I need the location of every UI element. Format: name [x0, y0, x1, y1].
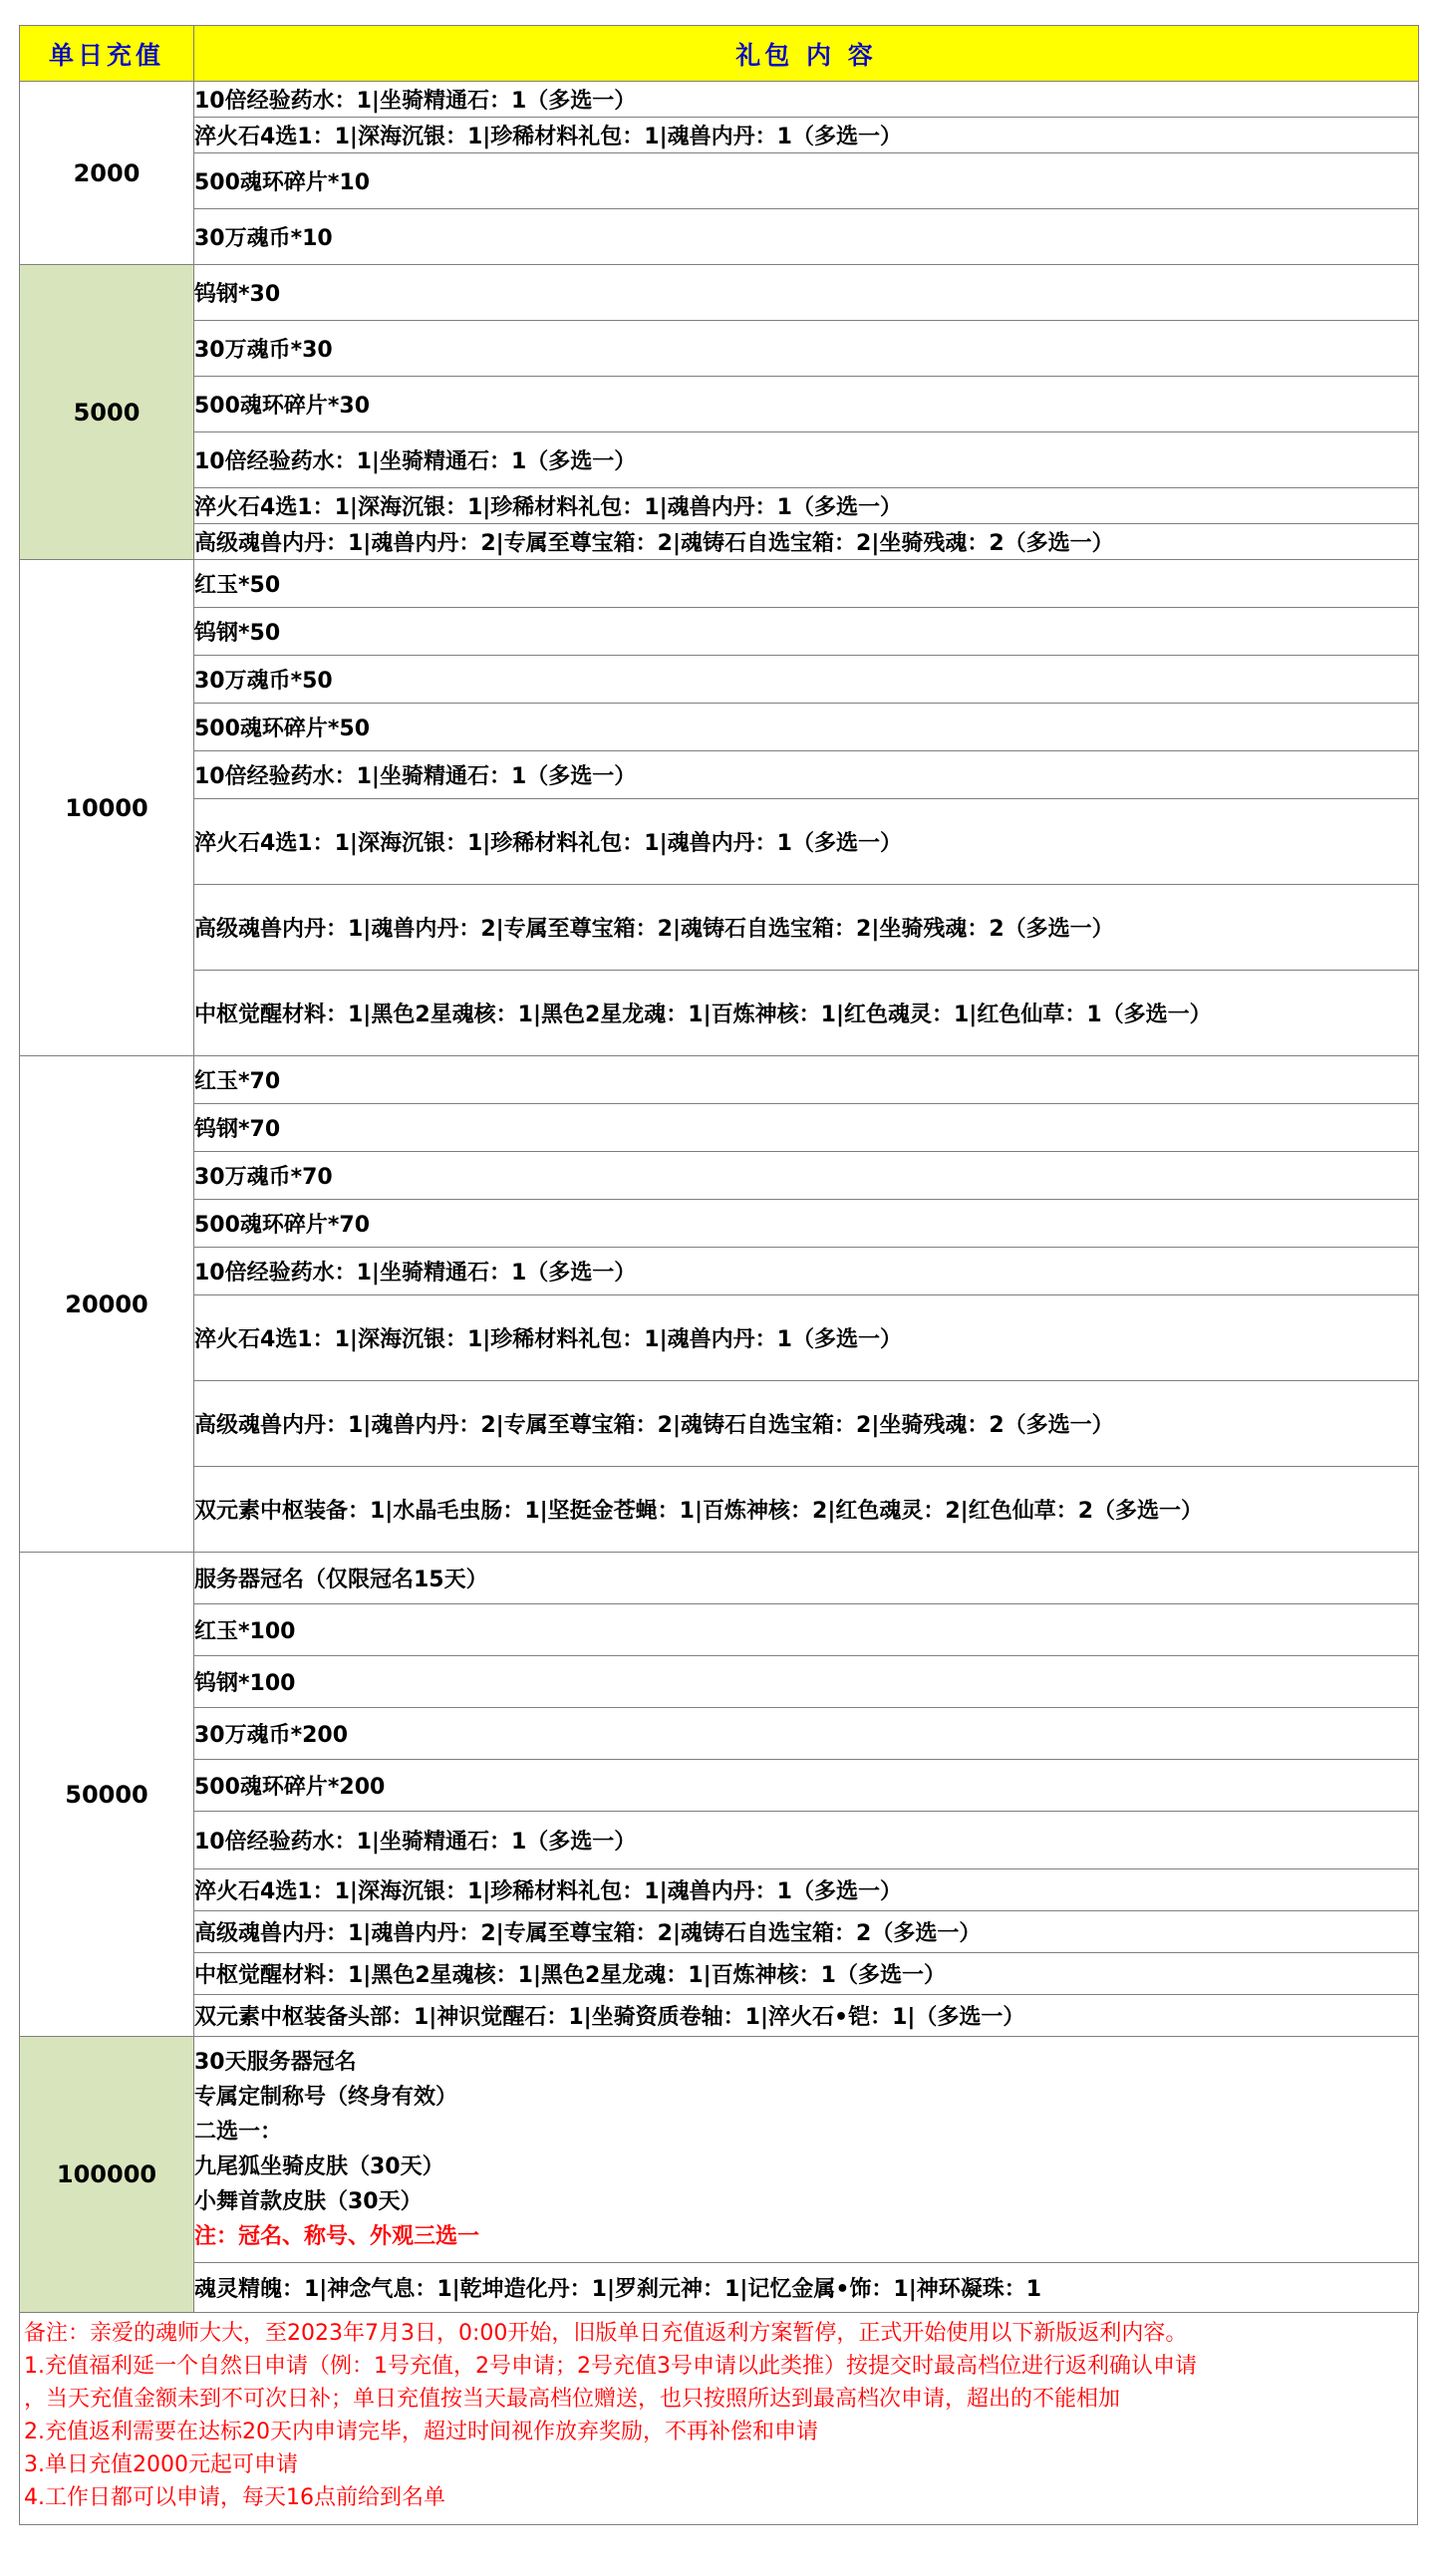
- table-row: [20, 1467, 1419, 1553]
- reward-item: 双元素中枢装备头部：1|神识觉醒石：1|坐骑资质卷轴：1|淬火石•铠：1|（多选一）: [194, 1995, 1419, 2037]
- tier-amount: 5000: [20, 265, 194, 560]
- table-row: [20, 377, 1419, 432]
- note-line: 3.单日充值2000元起可申请: [24, 2452, 298, 2477]
- table-row: [20, 1381, 1419, 1467]
- tier-amount: 2000: [20, 82, 194, 265]
- reward-item: 钨钢*50: [194, 608, 1419, 656]
- table-row: [20, 1812, 1419, 1869]
- block-line: 30天服务器冠名: [194, 2050, 357, 2075]
- reward-item: 500魂环碎片*70: [194, 1200, 1419, 1248]
- reward-item: 30万魂币*30: [194, 321, 1419, 377]
- tier-amount: 20000: [20, 1056, 194, 1553]
- reward-item: 中枢觉醒材料：1|黑色2星魂核：1|黑色2星龙魂：1|百炼神核：1（多选一）: [194, 1953, 1419, 1995]
- table-header-row: [20, 26, 1419, 82]
- block-line: 小舞首款皮肤（30天）: [194, 2189, 423, 2214]
- table-row: [20, 321, 1419, 377]
- note-line: 1.充值福利延一个自然日申请（例：1号充值，2号申请；2号充值3号申请以此类推）按提交时最高档位进行返利确认申请: [24, 2354, 1197, 2379]
- table-row: [20, 971, 1419, 1056]
- table-row: [20, 82, 1419, 118]
- table-row: [20, 524, 1419, 560]
- reward-item: 淬火石4选1：1|深海沉银：1|珍稀材料礼包：1|魂兽内丹：1（多选一）: [194, 488, 1419, 524]
- table-row: [20, 1869, 1419, 1911]
- reward-item: 10倍经验药水：1|坐骑精通石：1（多选一）: [194, 1812, 1419, 1869]
- tier-special-block: [194, 2037, 1419, 2263]
- table-row: [20, 608, 1419, 656]
- note-line: ，当天充值金额未到不可次日补；单日充值按当天最高档位赠送，也只按照所达到最高档次申请，超出的不能相加: [24, 2387, 1121, 2412]
- reward-item: 红玉*100: [194, 1604, 1419, 1656]
- table-row: [20, 704, 1419, 751]
- reward-item: 淬火石4选1：1|深海沉银：1|珍稀材料礼包：1|魂兽内丹：1（多选一）: [194, 1869, 1419, 1911]
- table-row: [20, 2263, 1419, 2313]
- content-column-header: 礼包 内 容: [194, 26, 1419, 82]
- reward-item: 淬火石4选1：1|深海沉银：1|珍稀材料礼包：1|魂兽内丹：1（多选一）: [194, 1295, 1419, 1381]
- table-row: [20, 1604, 1419, 1656]
- table-row: [20, 118, 1419, 153]
- reward-item: 10倍经验药水：1|坐骑精通石：1（多选一）: [194, 432, 1419, 488]
- reward-item: 30万魂币*200: [194, 1708, 1419, 1760]
- reward-item: 中枢觉醒材料：1|黑色2星魂核：1|黑色2星龙魂：1|百炼神核：1|红色魂灵：1|红色仙草：1（多选一）: [194, 971, 1419, 1056]
- table-row: [20, 1152, 1419, 1200]
- table-row: [20, 1295, 1419, 1381]
- rebate-document: [19, 25, 1418, 2525]
- reward-item: 30万魂币*70: [194, 1152, 1419, 1200]
- reward-item: 红玉*70: [194, 1056, 1419, 1104]
- reward-item: 高级魂兽内丹：1|魂兽内丹：2|专属至尊宝箱：2|魂铸石自选宝箱：2|坐骑残魂：2（多选一）: [194, 524, 1419, 560]
- table-row: [20, 1708, 1419, 1760]
- table-row: [20, 209, 1419, 265]
- reward-item: 红玉*50: [194, 560, 1419, 608]
- note-line: 4.工作日都可以申请，每天16点前给到名单: [24, 2485, 445, 2510]
- table-row: [20, 2037, 1419, 2263]
- block-line: 二选一：: [194, 2120, 283, 2145]
- tier-amount: 10000: [20, 560, 194, 1056]
- table-row: [20, 432, 1419, 488]
- table-row: [20, 1953, 1419, 1995]
- reward-item: 钨钢*100: [194, 1656, 1419, 1708]
- reward-item: 服务器冠名（仅限冠名15天）: [194, 1553, 1419, 1604]
- table-row: [20, 153, 1419, 209]
- table-row: [20, 751, 1419, 799]
- reward-item: 淬火石4选1：1|深海沉银：1|珍稀材料礼包：1|魂兽内丹：1（多选一）: [194, 118, 1419, 153]
- table-body: [20, 82, 1419, 2313]
- reward-item: 10倍经验药水：1|坐骑精通石：1（多选一）: [194, 751, 1419, 799]
- table-row: [20, 560, 1419, 608]
- block-note: 注：冠名、称号、外观三选一: [194, 2224, 480, 2249]
- table-row: [20, 265, 1419, 321]
- reward-item: 10倍经验药水：1|坐骑精通石：1（多选一）: [194, 1248, 1419, 1295]
- reward-item: 淬火石4选1：1|深海沉银：1|珍稀材料礼包：1|魂兽内丹：1（多选一）: [194, 799, 1419, 885]
- table-row: [20, 1553, 1419, 1604]
- table-row: [20, 799, 1419, 885]
- note-line: 备注：亲爱的魂师大大，至2023年7月3日，0:00开始，旧版单日充值返利方案暂停，正式开始使用以下新版返利内容。: [24, 2321, 1188, 2346]
- reward-item: 500魂环碎片*10: [194, 153, 1419, 209]
- amount-column-header: 单日充值: [20, 26, 194, 82]
- block-line: 九尾狐坐骑皮肤（30天）: [194, 2154, 444, 2179]
- block-line: 专属定制称号（终身有效）: [194, 2085, 458, 2110]
- reward-item: 高级魂兽内丹：1|魂兽内丹：2|专属至尊宝箱：2|魂铸石自选宝箱：2|坐骑残魂：2（多选一）: [194, 1381, 1419, 1467]
- reward-item: 500魂环碎片*30: [194, 377, 1419, 432]
- table-row: [20, 1995, 1419, 2037]
- table-row: [20, 1104, 1419, 1152]
- reward-item: 高级魂兽内丹：1|魂兽内丹：2|专属至尊宝箱：2|魂铸石自选宝箱：2（多选一）: [194, 1911, 1419, 1953]
- tier-amount: 50000: [20, 1553, 194, 2037]
- reward-item: 钨钢*30: [194, 265, 1419, 321]
- rebate-table: [19, 25, 1419, 2313]
- tier-amount: 100000: [20, 2037, 194, 2313]
- reward-item: 高级魂兽内丹：1|魂兽内丹：2|专属至尊宝箱：2|魂铸石自选宝箱：2|坐骑残魂：2（多选一）: [194, 885, 1419, 971]
- table-row: [20, 1760, 1419, 1812]
- reward-item: 10倍经验药水：1|坐骑精通石：1（多选一）: [194, 82, 1419, 118]
- notes-box: [19, 2313, 1418, 2525]
- reward-item: 30万魂币*10: [194, 209, 1419, 265]
- reward-item: 双元素中枢装备：1|水晶毛虫肠：1|坚挺金苍蝇：1|百炼神核：2|红色魂灵：2|红色仙草：2（多选一）: [194, 1467, 1419, 1553]
- reward-item: 钨钢*70: [194, 1104, 1419, 1152]
- reward-item: 魂灵精魄：1|神念气息：1|乾坤造化丹：1|罗刹元神：1|记忆金属•饰：1|神环凝珠：1: [194, 2263, 1419, 2313]
- table-row: [20, 488, 1419, 524]
- note-line: 2.充值返利需要在达标20天内申请完毕，超过时间视作放弃奖励，不再补偿和申请: [24, 2420, 818, 2444]
- table-row: [20, 1656, 1419, 1708]
- table-row: [20, 1200, 1419, 1248]
- table-row: [20, 1056, 1419, 1104]
- table-row: [20, 885, 1419, 971]
- reward-item: 500魂环碎片*200: [194, 1760, 1419, 1812]
- table-row: [20, 656, 1419, 704]
- table-row: [20, 1248, 1419, 1295]
- reward-item: 30万魂币*50: [194, 656, 1419, 704]
- table-row: [20, 1911, 1419, 1953]
- reward-item: 500魂环碎片*50: [194, 704, 1419, 751]
